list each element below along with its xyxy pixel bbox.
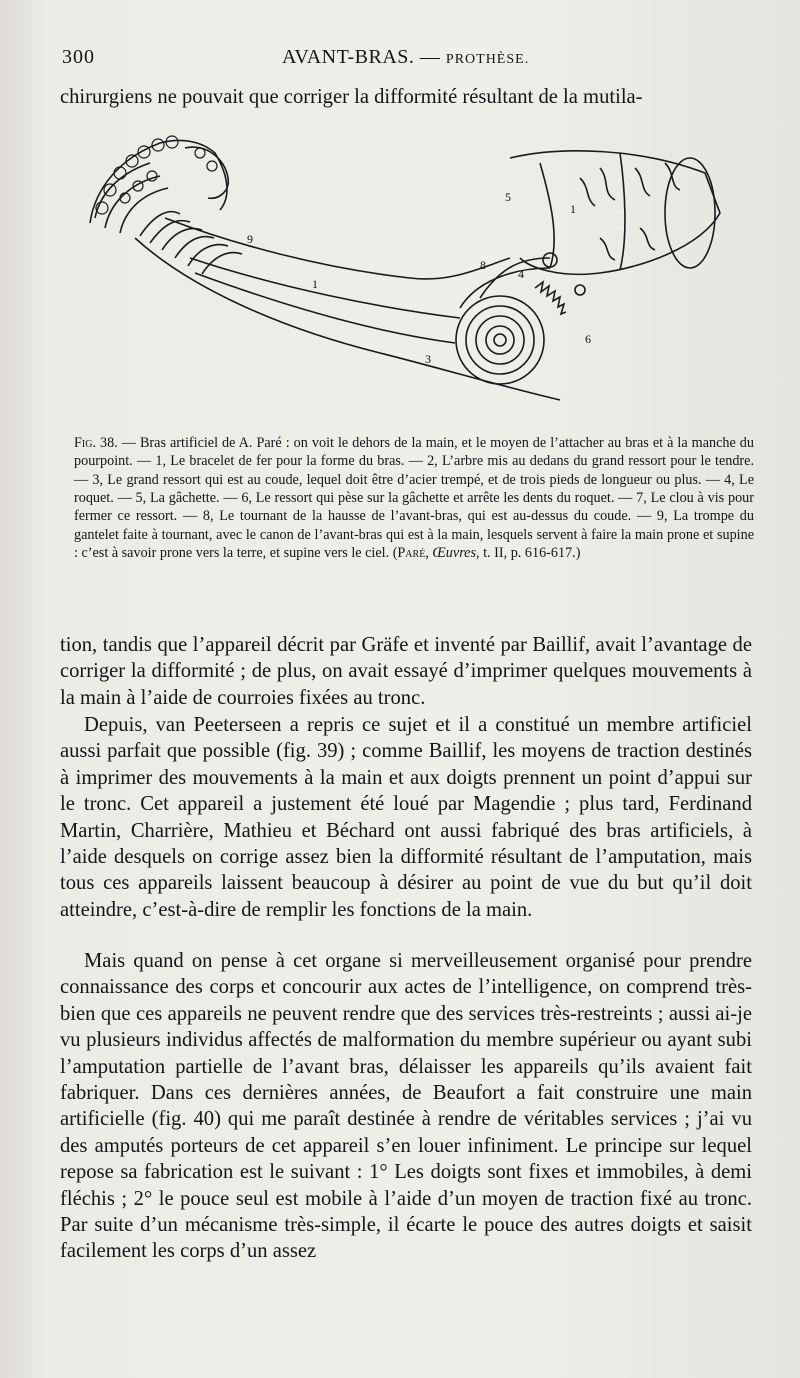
caption-text: — Bras artificiel de A. Paré : on voit le dehors de la main, et le moyen de l’attacher au bras et à la manche du pourpoint. — 1, Le bracelet de fer pour la forme du bras. — 2, L’arbre mis au dedans du grand ressort pour le tendre. — 3, Le grand ressort qui est au coude, lequel doit être d’acier trempé, et de trois pieds de longueur ou plus. — 4, Le roquet. — 5, La gâchette. — 6, Le ressort qui pèse sur la gâchette et arrête les dents du roquet. — 7, Le clou à vis pour fermer ce ressort. — 8, Le tournant de la hausse de l’avant-bras, qui est au-dessus du coude. — 9, La trompe du gantelet faite à tournant, avec le canon de l’avant-bras qui est à la main, lesquels servent à faire la main prone et supine : c’est à savoir prone vers la terre, et supine vers le ciel. ( xyxy=(74,435,754,561)
continued-line: chirurgiens ne pouvait que corriger la difformité résultant de la mutila- xyxy=(60,86,643,108)
figure-label: 6 xyxy=(585,332,591,346)
figure-label: 4 xyxy=(518,267,524,281)
paragraph: Depuis, van Peeterseen a repris ce sujet et il a constitué un membre artificiel aussi parfait que possible (fig. 39) ; comme Baillif, les moyens de traction destinés à imprimer des mouvements à la main et aux doigts prennent un point d’appui sur le tronc. Cet appareil a justement été loué par Magendie ; plus tard, Ferdinand Martin, Charrière, Mathieu et Béchard ont aussi fabriqué des bras artificiels, à l’aide desquels on corrige assez bien la difformité résultant de l’amputation, mais tous ces appareils laissent beaucoup à désirer au point de vue du but qu’il doit atteindre, c’est-à-dire de remplir les fonctions de la main. xyxy=(60,714,752,921)
caption-author: Paré xyxy=(397,544,426,561)
figure-label: 1 xyxy=(570,202,576,216)
running-title-separator: — xyxy=(419,46,441,68)
caption-reference: , t. II, p. 616-617.) xyxy=(476,544,581,561)
page-number: 300 xyxy=(62,46,95,68)
figure-label: 5 xyxy=(505,190,511,204)
spiral-spring xyxy=(456,296,544,384)
figure-label: 3 xyxy=(425,352,431,366)
caption-label: Fig. 38. xyxy=(74,435,118,452)
paragraph: Mais quand on pense à cet organe si merveilleusement organisé pour prendre connaissance des corps et concourir aux actes de l’intelligence, on comprend très-bien que ces appareils ne peuvent rendre que des services très-restreints ; aussi ai-je vu plusieurs individus affectés de malformation du membre supérieur ou ayant subi l’amputation partielle de l’avant bras, délaisser les appareils qu’ils avaient fait fabriquer. Dans ces dernières années, de Beaufort a fait construire une main artificielle (fig. 40) qui me paraît destinée à rendre de véritables services ; j’ai vu des amputés porteurs de cet appareil s’en louer infiniment. Le principe sur lequel repose sa fabrication est le suivant : 1° Les doigts sont fixes et immobiles, à demi fléchis ; 2° le pouce seul est mobile à l’aide d’un moyen de traction fixé au tronc. Par suite d’un mécanisme très-simple, il écarte le pouce des autres doigts et saisit facilement les corps d’un assez xyxy=(60,950,752,1263)
running-title xyxy=(282,46,529,69)
caption-work: Œuvres xyxy=(432,544,477,561)
artificial-arm-illustration xyxy=(80,118,730,418)
figure-label: 9 xyxy=(247,232,253,246)
caption-separator: , xyxy=(425,544,433,561)
figure-caption xyxy=(74,434,754,562)
figure-label: 1 xyxy=(312,277,318,291)
figure-label: 8 xyxy=(480,258,486,272)
figure-artificial-arm xyxy=(80,118,730,418)
running-title-main: AVANT-BRAS. xyxy=(282,46,415,68)
paragraph: tion, tandis que l’appareil décrit par Gräfe et inventé par Baillif, avait l’avantage de corriger la difformité ; de plus, on avait essayé d’imprimer quelques mouvements à la main à l’aide de courroies fixées au tronc. xyxy=(60,634,752,709)
running-title-sub: PROTHÈSE. xyxy=(445,52,530,67)
running-header xyxy=(62,46,752,76)
